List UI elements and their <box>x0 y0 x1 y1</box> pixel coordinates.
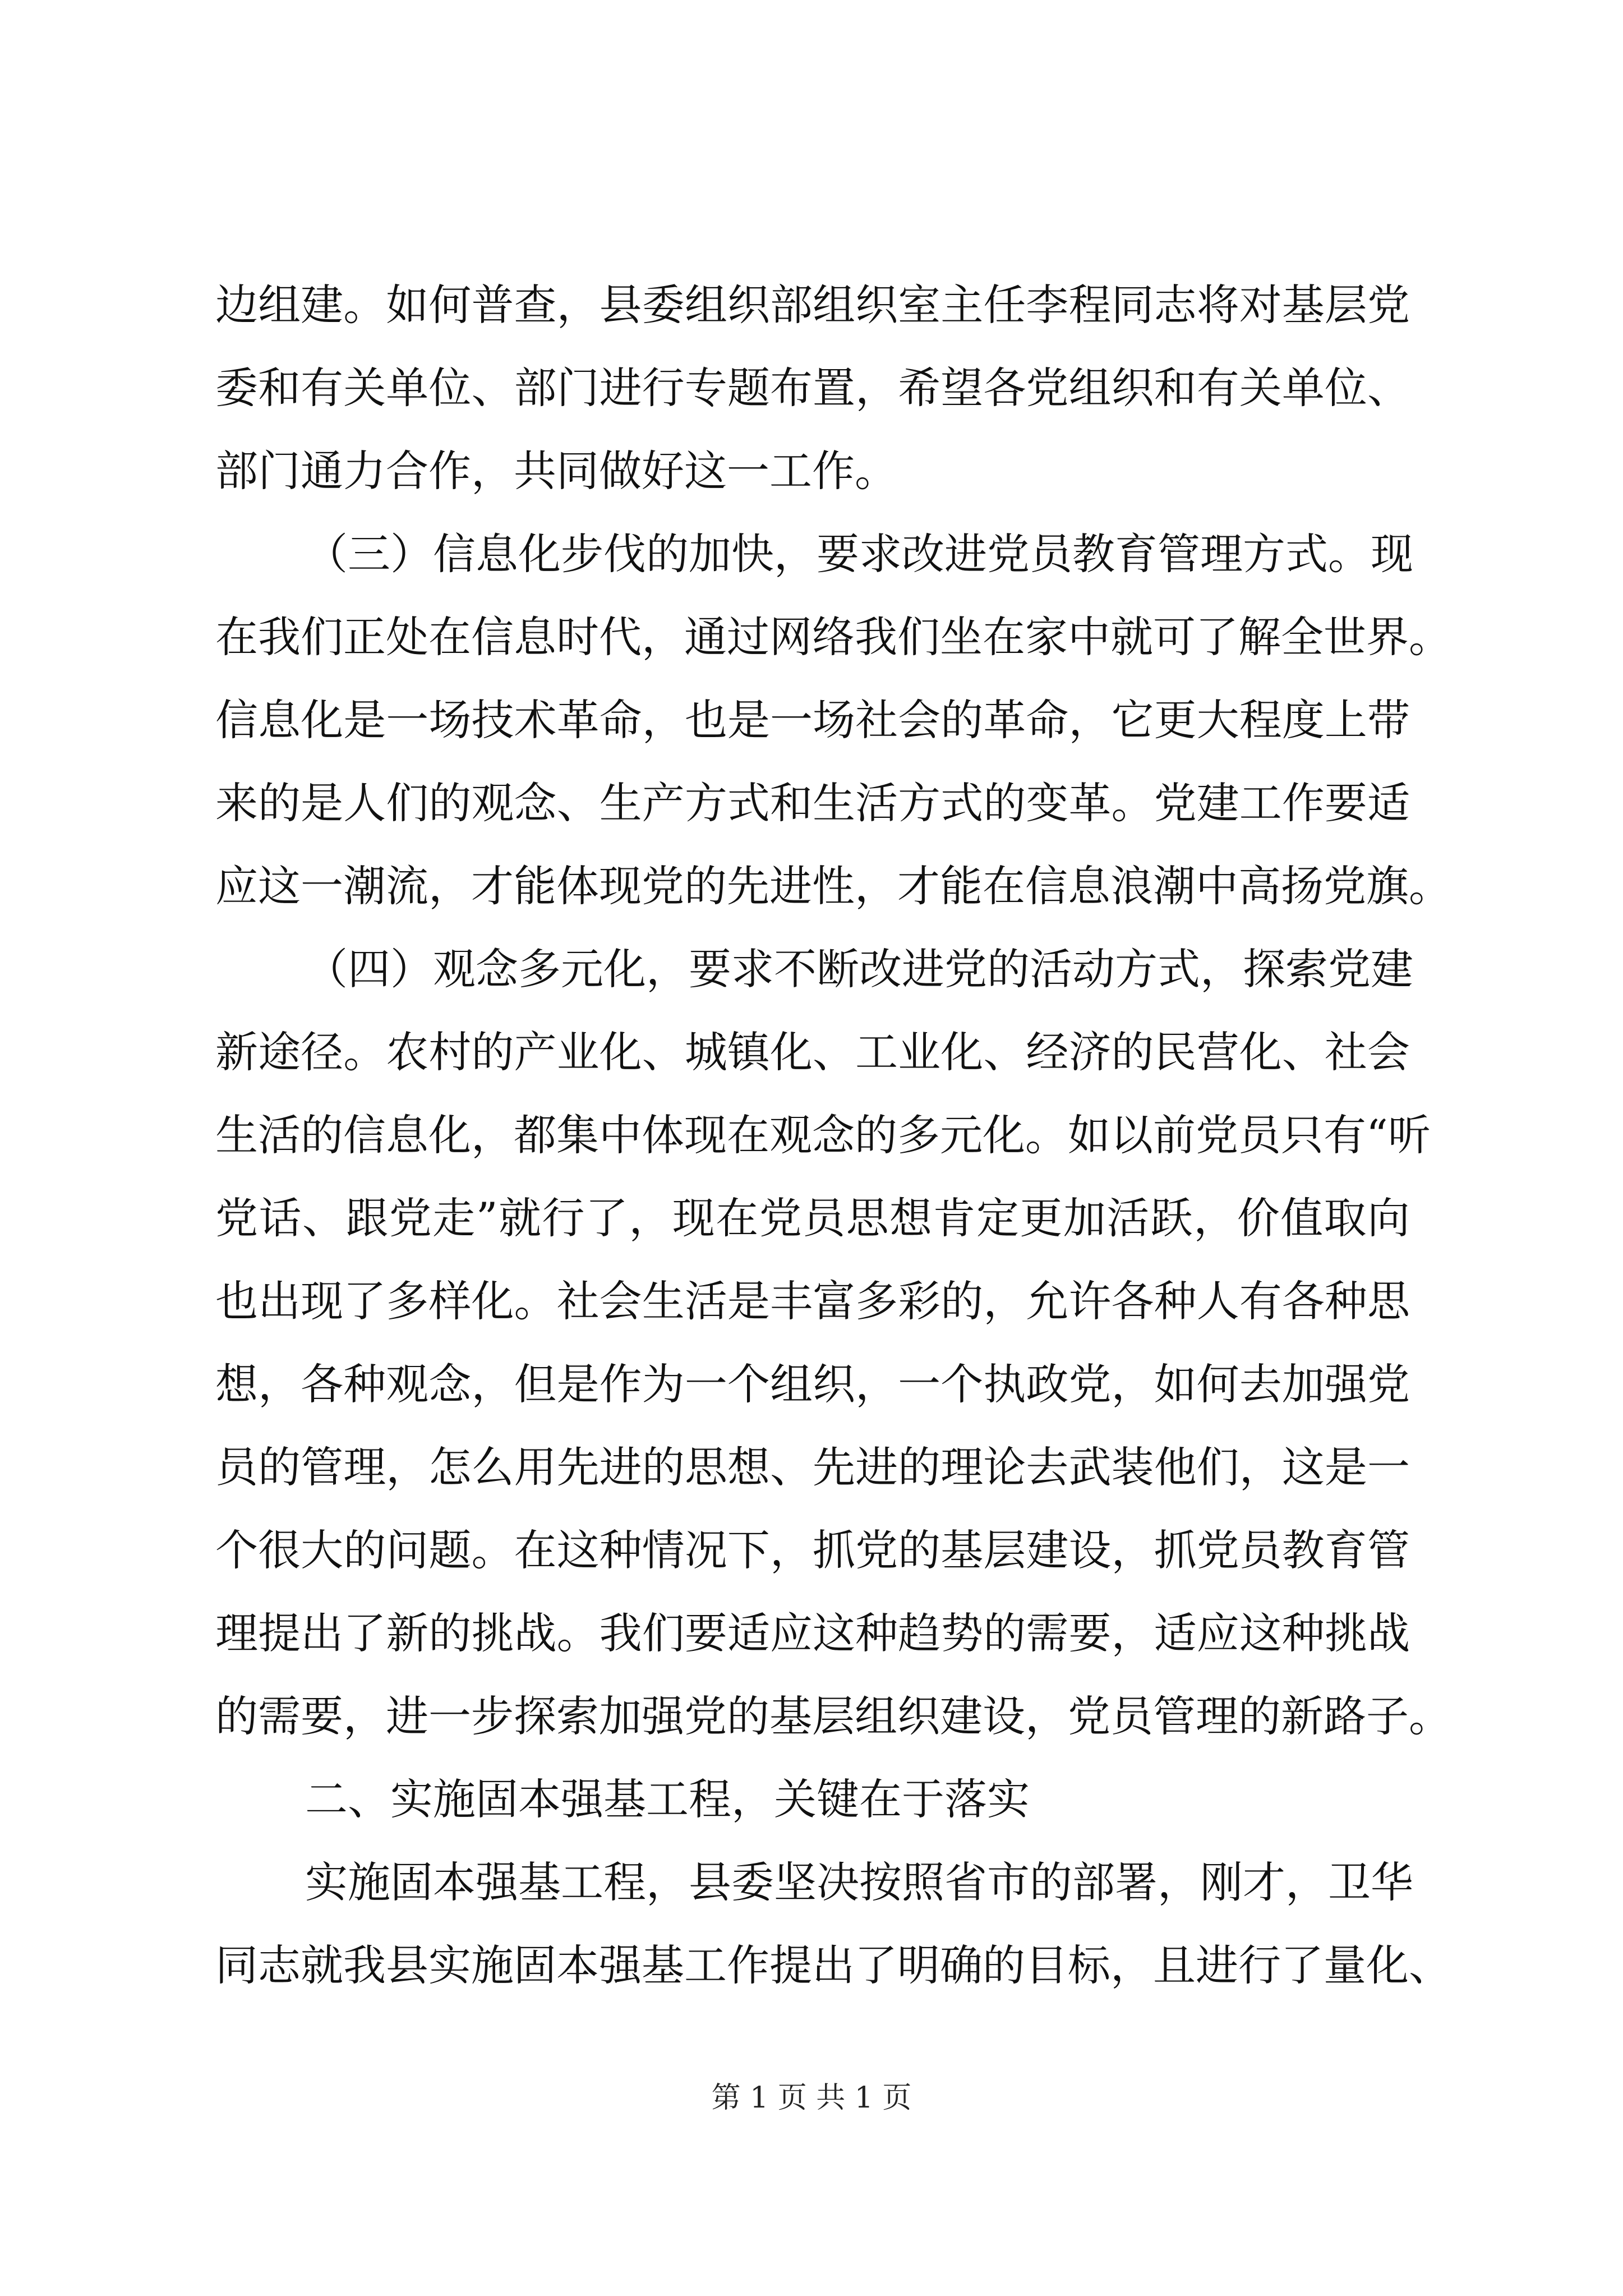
text-line: 党话、跟党走”就行了，现在党员思想肯定更加活跃，价值取向 <box>215 1193 1410 1243</box>
text-line: 也出现了多样化。社会生活是丰富多彩的，允许各种人有各种思 <box>215 1276 1410 1326</box>
text-line: 同志就我县实施固本强基工作提出了明确的目标，且进行了量化、 <box>215 1940 1451 1990</box>
text-line: 部门通力合作，共同做好这一工作。 <box>215 446 897 496</box>
text-line: 想，各种观念，但是作为一个组织，一个执政党，如何去加强党 <box>215 1359 1410 1409</box>
text-line: 生活的信息化，都集中体现在观念的多元化。如以前党员只有“听 <box>215 1110 1431 1160</box>
text-line: 理提出了新的挑战。我们要适应这种趋势的需要，适应这种挑战 <box>215 1608 1410 1658</box>
section-heading: 二、实施固本强基工程，关键在于落实 <box>305 1774 1030 1824</box>
text-line: 新途径。农村的产业化、城镇化、工业化、经济的民营化、社会 <box>215 1027 1410 1077</box>
text-line: 委和有关单位、部门进行专题布置，希望各党组织和有关单位、 <box>215 363 1410 413</box>
text-line: 边组建。如何普查，县委组织部组织室主任李程同志将对基层党 <box>215 280 1410 330</box>
text-line: 个很大的问题。在这种情况下，抓党的基层建设，抓党员教育管 <box>215 1525 1410 1575</box>
text-line: 的需要，进一步探索加强党的基层组织建设，党员管理的新路子。 <box>215 1691 1451 1741</box>
text-line: 应这一潮流，才能体现党的先进性，才能在信息浪潮中高扬党旗。 <box>215 861 1451 911</box>
text-line: 实施固本强基工程，县委坚决按照省市的部署，刚才，卫华 <box>305 1857 1413 1907</box>
text-line: 员的管理，怎么用先进的思想、先进的理论去武装他们，这是一 <box>215 1442 1410 1492</box>
text-line: 信息化是一场技术革命，也是一场社会的革命，它更大程度上带 <box>215 695 1410 745</box>
text-line: （四）观念多元化，要求不断改进党的活动方式，探索党建 <box>305 944 1413 994</box>
text-line: 在我们正处在信息时代，通过网络我们坐在家中就可了解全世界。 <box>215 612 1451 662</box>
text-line: 来的是人们的观念、生产方式和生活方式的变革。党建工作要适 <box>215 778 1410 828</box>
page-number-footer: 第 1 页 共 1 页 <box>711 2081 912 2115</box>
text-line: （三）信息化步伐的加快，要求改进党员教育管理方式。现 <box>305 529 1413 579</box>
document-body <box>215 264 1451 2007</box>
